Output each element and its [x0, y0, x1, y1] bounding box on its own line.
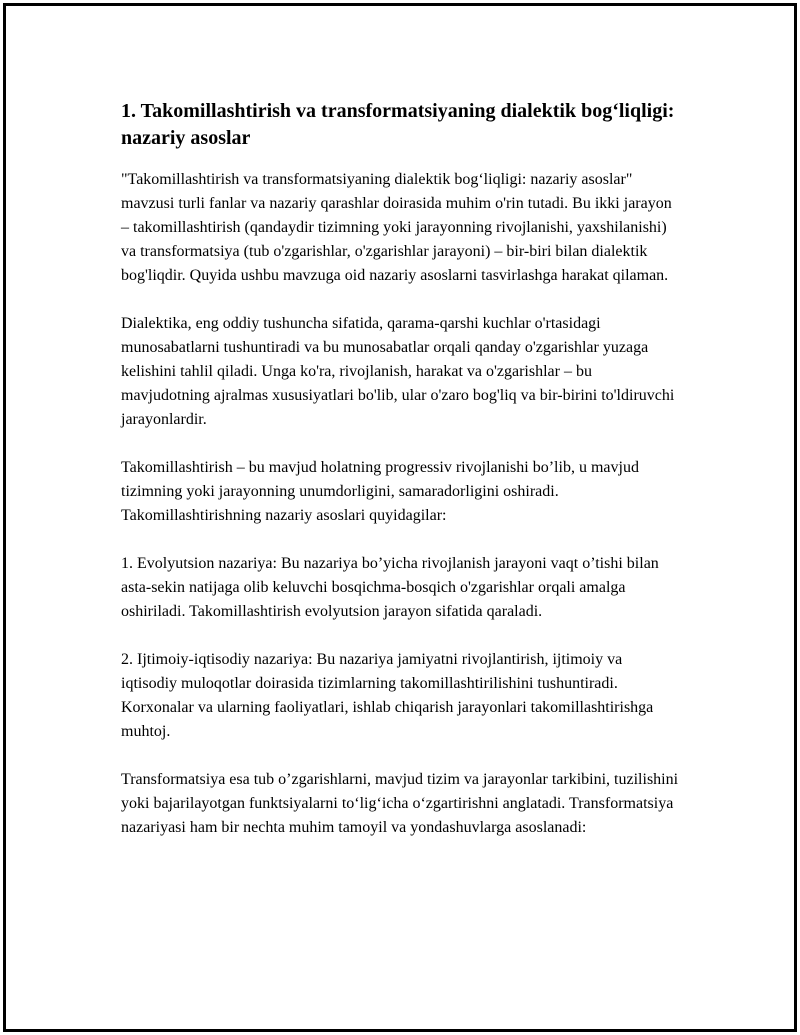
paragraph-socioeconomic-theory: 2. Ijtimoiy-iqtisodiy nazariya: Bu nazariya jamiyatni rivojlantirish, ijtimoiy va iqtisodiy muloqotlar doirasida tizimlarning takomillashtirilishini tushuntiradi. Korxonalar va ularning faoliyatlari, ishlab chiqarish jarayonlari takomillashtirishga muhtoj.	[121, 651, 654, 740]
paragraph-intro: "Takomillashtirish va transformatsiyaning dialektik bog‘liqligi: nazariy asoslar" mavzusi turli fanlar va nazariy qarashlar doirasida muhim o'rin tutadi. Bu ikki jarayon – takomillashtirish (qandaydir tizimning yoki jarayonning rivojlanishi, yaxshilanishi) va transformatsiya (tub o'zgarishlar, o'zgarishlar jarayoni) – bir-biri bilan dialektik bog'liqdir. Quyida ushbu mavzuga oid nazariy asoslarni tasvirlashga harakat qilaman.	[121, 171, 672, 284]
paragraph-improvement: Takomillashtirish – bu mavjud holatning progressiv rivojlanishi bo’lib, u mavjud tizimning yoki jarayonning unumdorligini, samaradorligini oshiradi. Takomillashtirishning nazariy asoslari quyidagilar:	[121, 459, 639, 524]
paragraph-transformation: Transformatsiya esa tub o’zgarishlarni, mavjud tizim va jarayonlar tarkibini, tuzilishini yoki bajarilayotgan funktsiyalarni to‘lig‘icha o‘zgartirishni anglatadi. Transformatsiya nazariyasi ham bir nechta muhim tamoyil va yondashuvlarga asoslanadi:	[121, 771, 679, 836]
page-frame	[3, 3, 797, 1032]
paragraph-evolutionary-theory: 1. Evolyutsion nazariya: Bu nazariya bo’yicha rivojlanish jarayoni vaqt o’tishi bilan asta-sekin natijaga olib keluvchi bosqichma-bosqich o'zgarishlar orqali amalga oshiriladi. Takomillashtirish evolyutsion jarayon sifatida qaraladi.	[121, 555, 659, 620]
section-heading: 1. Takomillashtirish va transformatsiyaning dialektik bog‘liqligi: nazariy asoslar	[121, 100, 675, 149]
paragraph-dialectics: Dialektika, eng oddiy tushuncha sifatida, qarama-qarshi kuchlar o'rtasidagi munosabatlarni tushuntiradi va bu munosabatlar orqali qanday o'zgarishlar yuzaga kelishini tahlil qiladi. Unga ko'ra, rivojlanish, harakat va o'zgarishlar – bu mavjudotning ajralmas xususiyatlari bo'lib, ular o'zaro bog'liq va bir-birini to'ldiruvchi jarayonlardir.	[121, 315, 675, 428]
document-body	[121, 98, 681, 864]
